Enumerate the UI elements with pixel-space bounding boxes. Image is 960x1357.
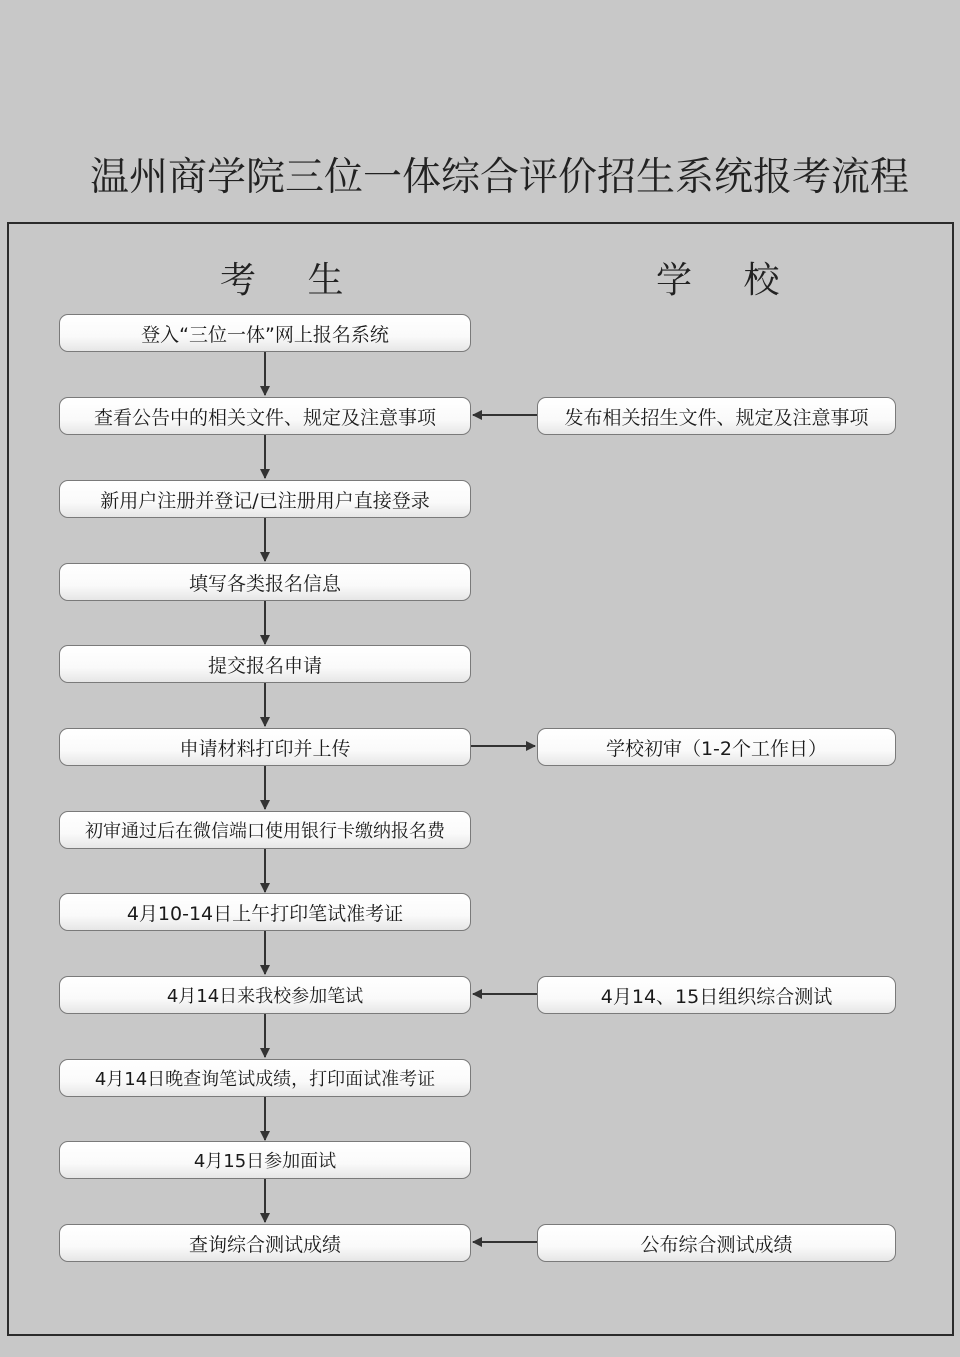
student-step-10: 4月14日晚查询笔试成绩，打印面试准考证 xyxy=(59,1059,471,1097)
student-step-4: 填写各类报名信息 xyxy=(59,563,471,601)
student-step-12: 查询综合测试成绩 xyxy=(59,1224,471,1262)
column-header-school: 学 校 xyxy=(656,260,800,301)
column-header-student: 考 生 xyxy=(220,260,364,301)
student-step-1: 登入“三位一体”网上报名系统 xyxy=(59,314,471,352)
school-step-1: 发布相关招生文件、规定及注意事项 xyxy=(537,397,896,435)
student-step-5: 提交报名申请 xyxy=(59,645,471,683)
student-step-8: 4月10-14日上午打印笔试准考证 xyxy=(59,893,471,931)
school-step-2: 学校初审（1-2个工作日） xyxy=(537,728,896,766)
school-step-4: 公布综合测试成绩 xyxy=(537,1224,896,1262)
student-step-9: 4月14日来我校参加笔试 xyxy=(59,976,471,1014)
page-title: 温州商学院三位一体综合评价招生系统报考流程 xyxy=(90,155,910,200)
student-step-3: 新用户注册并登记/已注册用户直接登录 xyxy=(59,480,471,518)
school-step-3: 4月14、15日组织综合测试 xyxy=(537,976,896,1014)
student-step-11: 4月15日参加面试 xyxy=(59,1141,471,1179)
student-step-6: 申请材料打印并上传 xyxy=(59,728,471,766)
student-step-2: 查看公告中的相关文件、规定及注意事项 xyxy=(59,397,471,435)
student-step-7: 初审通过后在微信端口使用银行卡缴纳报名费 xyxy=(59,811,471,849)
